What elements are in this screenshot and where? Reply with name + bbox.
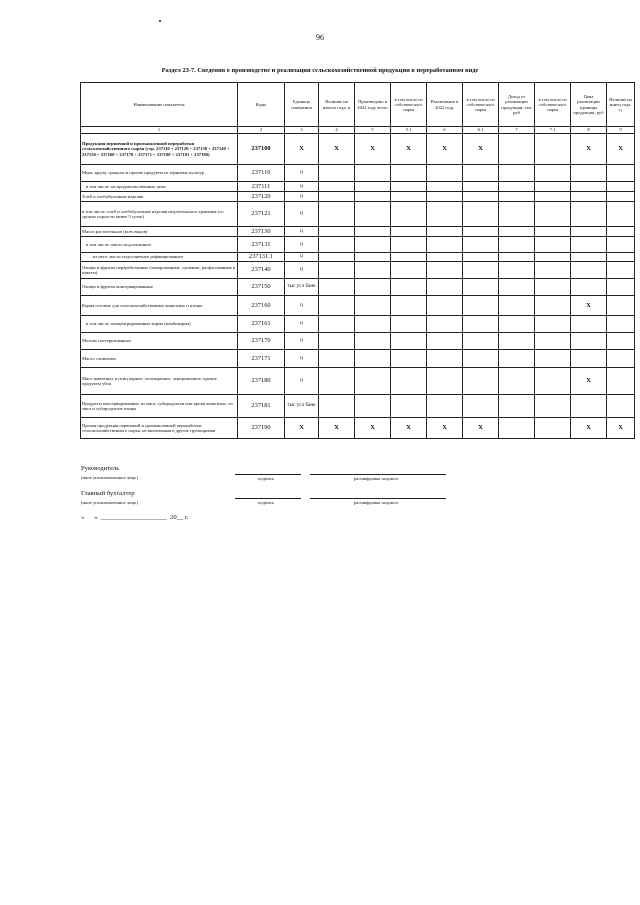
row-name: Прочая продукция первичной и промышленной переработки сельскохозяйственного сырья, не включенная в другие группировки: [81, 418, 238, 439]
sold-own-cell[interactable]: [463, 395, 499, 418]
stock-start-cell[interactable]: [319, 192, 355, 202]
sold-cell[interactable]: [427, 237, 463, 253]
produced-cell[interactable]: [355, 296, 391, 316]
revenue-own-cell[interactable]: [535, 296, 571, 316]
column-number: 3: [285, 127, 319, 134]
table-row: [81, 279, 635, 296]
row-unit: ц: [285, 192, 319, 202]
stock-start-cell[interactable]: [319, 368, 355, 395]
revenue-cell[interactable]: [499, 350, 535, 368]
revenue-own-cell[interactable]: [535, 368, 571, 395]
revenue-own-cell[interactable]: [535, 395, 571, 418]
sold-own-cell[interactable]: X: [463, 418, 499, 439]
produced-own-cell[interactable]: [391, 350, 427, 368]
price-cell[interactable]: [571, 202, 607, 227]
row-code: 237180: [238, 368, 285, 395]
table-row: [81, 237, 635, 253]
table-row: [81, 165, 635, 182]
row-name: Продукты консервированные из мяса, субпродуктов или крови животных, из мяса и субпродуктов птицы: [81, 395, 238, 418]
price-cell[interactable]: [571, 333, 607, 350]
table-row: [81, 418, 635, 439]
price-cell[interactable]: [571, 395, 607, 418]
stock-end-cell[interactable]: [607, 368, 635, 395]
sold-cell[interactable]: [427, 192, 463, 202]
header-name: Наименование показателя: [81, 83, 238, 127]
stock-start-cell[interactable]: [319, 182, 355, 192]
table-row: [81, 350, 635, 368]
row-unit: тыс усл банк: [285, 279, 319, 296]
row-code: 237140: [238, 262, 285, 279]
produced-cell[interactable]: [355, 395, 391, 418]
revenue-own-cell[interactable]: [535, 350, 571, 368]
stock-end-cell[interactable]: [607, 165, 635, 182]
stock-start-cell[interactable]: [319, 395, 355, 418]
revenue-cell[interactable]: [499, 192, 535, 202]
produced-cell[interactable]: [355, 202, 391, 227]
row-code: 237170: [238, 333, 285, 350]
table-row: [81, 134, 635, 165]
column-number: 6: [427, 127, 463, 134]
produced-cell[interactable]: [355, 182, 391, 192]
row-code: 237171: [238, 350, 285, 368]
revenue-cell[interactable]: [499, 227, 535, 237]
sold-cell[interactable]: X: [427, 134, 463, 165]
produced-own-cell[interactable]: [391, 262, 427, 279]
head-sub-label: (иное уполномоченное лицо): [81, 475, 138, 480]
produced-cell[interactable]: [355, 227, 391, 237]
produced-own-cell[interactable]: [391, 296, 427, 316]
produced-own-cell[interactable]: [391, 165, 427, 182]
sold-cell[interactable]: [427, 253, 463, 262]
price-cell[interactable]: [571, 253, 607, 262]
revenue-cell[interactable]: [499, 262, 535, 279]
produced-cell[interactable]: [355, 262, 391, 279]
revenue-own-cell[interactable]: [535, 165, 571, 182]
price-cell[interactable]: [571, 237, 607, 253]
revenue-cell[interactable]: [499, 237, 535, 253]
row-name: Продукция первичной и промышленной переработки сельскохозяйственного сырья (стр. 237110 + 237120 + 237130 + 237140 + 237150 + 237160 + 237170 + 237171 + 237180 + 237181 + 237190): [81, 134, 238, 165]
row-unit: ц: [285, 202, 319, 227]
sold-cell[interactable]: [427, 279, 463, 296]
price-cell[interactable]: X: [571, 418, 607, 439]
page-number: 96: [316, 33, 324, 42]
header-row: [81, 83, 635, 127]
sold-own-cell[interactable]: [463, 368, 499, 395]
produced-own-cell[interactable]: [391, 192, 427, 202]
header-produced: Произведено в 2022 году всего: [355, 83, 391, 127]
stock-start-cell[interactable]: [319, 253, 355, 262]
produced-own-cell[interactable]: [391, 316, 427, 333]
row-name: из него: масло подсолнечное рафинированное: [81, 253, 238, 262]
row-name: Корма готовые для сельскохозяйственных животных и птицы: [81, 296, 238, 316]
row-name: в том числе: концентрированные корма (комбикорма): [81, 316, 238, 333]
sold-own-cell[interactable]: [463, 227, 499, 237]
sold-cell[interactable]: X: [427, 418, 463, 439]
header-stock-end: Наличие на конец года, ц: [607, 83, 635, 127]
revenue-own-cell[interactable]: [535, 418, 571, 439]
column-number: 5: [355, 127, 391, 134]
revenue-own-cell[interactable]: [535, 237, 571, 253]
row-name: Масло растительное (всех видов): [81, 227, 238, 237]
row-code: 237121: [238, 202, 285, 227]
column-number: 8: [571, 127, 607, 134]
sold-cell[interactable]: [427, 350, 463, 368]
stock-start-cell[interactable]: X: [319, 418, 355, 439]
row-name: Молоко пастеризованное: [81, 333, 238, 350]
row-code: 237160: [238, 296, 285, 316]
revenue-cell[interactable]: [499, 296, 535, 316]
revenue-own-cell[interactable]: [535, 182, 571, 192]
sold-cell[interactable]: [427, 316, 463, 333]
produced-cell[interactable]: [355, 316, 391, 333]
sold-cell[interactable]: [427, 395, 463, 418]
produced-own-cell[interactable]: [391, 253, 427, 262]
row-unit: ц: [285, 165, 319, 182]
produced-own-cell[interactable]: [391, 202, 427, 227]
accountant-signature-caption: подпись: [258, 500, 275, 505]
stock-end-cell[interactable]: [607, 350, 635, 368]
column-number-row: [81, 127, 635, 134]
accountant-label: Главный бухгалтер: [81, 490, 135, 497]
produced-own-cell[interactable]: X: [391, 134, 427, 165]
table-row: [81, 333, 635, 350]
row-unit: тыс усл банк: [285, 395, 319, 418]
revenue-own-cell[interactable]: [535, 279, 571, 296]
produced-cell[interactable]: X: [355, 134, 391, 165]
row-unit: ц: [285, 316, 319, 333]
sold-own-cell[interactable]: X: [463, 134, 499, 165]
produced-own-cell[interactable]: [391, 227, 427, 237]
produced-cell[interactable]: X: [355, 418, 391, 439]
revenue-cell[interactable]: [499, 134, 535, 165]
price-cell[interactable]: [571, 227, 607, 237]
stock-start-cell[interactable]: [319, 350, 355, 368]
stock-end-cell[interactable]: [607, 227, 635, 237]
price-cell[interactable]: [571, 316, 607, 333]
row-name: Масло сливочное: [81, 350, 238, 368]
table-row: [81, 253, 635, 262]
sold-own-cell[interactable]: [463, 182, 499, 192]
row-unit: X: [285, 134, 319, 165]
table-row: [81, 316, 635, 333]
row-unit: ц: [285, 333, 319, 350]
revenue-cell[interactable]: [499, 316, 535, 333]
price-cell[interactable]: [571, 182, 607, 192]
head-signature-caption: подпись: [258, 476, 275, 481]
header-price: Цена реализации единицы продукции, руб: [571, 83, 607, 127]
sold-own-cell[interactable]: [463, 192, 499, 202]
table-row: [81, 202, 635, 227]
column-number: 7.1: [535, 127, 571, 134]
row-name: в том числе: хлеб и хлебобулочные изделия недлительного хранения (со сроком годности менее 5 суток): [81, 202, 238, 227]
stock-start-cell[interactable]: [319, 262, 355, 279]
stock-end-cell[interactable]: [607, 192, 635, 202]
accountant-sub-label: (иное уполномоченное лицо): [81, 500, 138, 505]
revenue-own-cell[interactable]: [535, 192, 571, 202]
produced-cell[interactable]: [355, 192, 391, 202]
row-name: Хлеб и хлебобулочные изделия: [81, 192, 238, 202]
stock-end-cell[interactable]: [607, 395, 635, 418]
column-number: 9: [607, 127, 635, 134]
table-row: [81, 182, 635, 192]
header-code: Коды: [238, 83, 285, 127]
row-code: 237100: [238, 134, 285, 165]
row-code: 237131: [238, 237, 285, 253]
produced-own-cell[interactable]: X: [391, 418, 427, 439]
revenue-cell[interactable]: [499, 368, 535, 395]
price-cell[interactable]: X: [571, 296, 607, 316]
sold-own-cell[interactable]: [463, 165, 499, 182]
header-revenue-own: в том числе из собствен-ного сырья: [535, 83, 571, 127]
header-unit: Единица измерения: [285, 83, 319, 127]
revenue-own-cell[interactable]: [535, 227, 571, 237]
column-number: 4: [319, 127, 355, 134]
sold-cell[interactable]: [427, 182, 463, 192]
revenue-own-cell[interactable]: [535, 262, 571, 279]
produced-own-cell[interactable]: [391, 368, 427, 395]
sold-cell[interactable]: [427, 296, 463, 316]
revenue-cell[interactable]: [499, 395, 535, 418]
price-cell[interactable]: X: [571, 134, 607, 165]
sold-own-cell[interactable]: [463, 262, 499, 279]
price-cell[interactable]: [571, 165, 607, 182]
sold-own-cell[interactable]: [463, 202, 499, 227]
sold-cell[interactable]: [427, 368, 463, 395]
sold-own-cell[interactable]: [463, 333, 499, 350]
row-code: 237131.1: [238, 253, 285, 262]
table-row: [81, 192, 635, 202]
stock-start-cell[interactable]: [319, 227, 355, 237]
produced-own-cell[interactable]: [391, 333, 427, 350]
accountant-decode-line: [310, 498, 446, 499]
sold-own-cell[interactable]: [463, 350, 499, 368]
revenue-cell[interactable]: [499, 418, 535, 439]
price-cell[interactable]: [571, 262, 607, 279]
accountant-decode-caption: расшифровка подписи: [354, 500, 398, 505]
revenue-cell[interactable]: [499, 333, 535, 350]
produced-cell[interactable]: [355, 237, 391, 253]
stock-end-cell[interactable]: [607, 316, 635, 333]
sold-cell[interactable]: [427, 262, 463, 279]
stock-start-cell[interactable]: [319, 279, 355, 296]
revenue-own-cell[interactable]: [535, 253, 571, 262]
sold-own-cell[interactable]: [463, 253, 499, 262]
column-number: 5.1: [391, 127, 427, 134]
produced-own-cell[interactable]: [391, 279, 427, 296]
row-code: 237150: [238, 279, 285, 296]
row-code: 237181: [238, 395, 285, 418]
revenue-own-cell[interactable]: [535, 134, 571, 165]
revenue-cell[interactable]: [499, 182, 535, 192]
produced-cell[interactable]: [355, 165, 391, 182]
header-revenue: Доход от реализации продукции, тыс руб: [499, 83, 535, 127]
head-decode-caption: расшифровка подписи: [354, 476, 398, 481]
sold-own-cell[interactable]: [463, 316, 499, 333]
stock-end-cell[interactable]: [607, 279, 635, 296]
revenue-cell[interactable]: [499, 165, 535, 182]
row-code: 237120: [238, 192, 285, 202]
revenue-cell[interactable]: [499, 253, 535, 262]
column-number: 1: [81, 127, 238, 134]
stock-start-cell[interactable]: [319, 237, 355, 253]
stock-end-cell[interactable]: [607, 182, 635, 192]
header-stock-start: Наличие на начало года, ц: [319, 83, 355, 127]
produced-own-cell[interactable]: [391, 395, 427, 418]
sold-own-cell[interactable]: [463, 296, 499, 316]
head-signature-line: [235, 474, 301, 475]
row-unit: ц: [285, 253, 319, 262]
row-unit: ц: [285, 296, 319, 316]
produced-own-cell[interactable]: [391, 182, 427, 192]
price-cell[interactable]: [571, 192, 607, 202]
stock-start-cell[interactable]: [319, 296, 355, 316]
sold-cell[interactable]: [427, 227, 463, 237]
stock-end-cell[interactable]: [607, 237, 635, 253]
produced-cell[interactable]: [355, 333, 391, 350]
row-code: 237161: [238, 316, 285, 333]
stock-start-cell[interactable]: X: [319, 134, 355, 165]
row-name: Овощи и фрукты консервированные: [81, 279, 238, 296]
table-row: [81, 368, 635, 395]
sold-own-cell[interactable]: [463, 237, 499, 253]
stock-start-cell[interactable]: [319, 165, 355, 182]
sold-cell[interactable]: [427, 165, 463, 182]
column-number: 7: [499, 127, 535, 134]
row-code: 237190: [238, 418, 285, 439]
stock-end-cell[interactable]: [607, 296, 635, 316]
table-row: [81, 227, 635, 237]
header-sold: Реализовано в 2022 году: [427, 83, 463, 127]
row-unit: ц: [285, 227, 319, 237]
price-cell[interactable]: [571, 279, 607, 296]
produced-cell[interactable]: [355, 350, 391, 368]
price-cell[interactable]: [571, 350, 607, 368]
head-decode-line: [310, 474, 446, 475]
sold-cell[interactable]: [427, 202, 463, 227]
column-number: 2: [238, 127, 285, 134]
sold-cell[interactable]: [427, 333, 463, 350]
table-row: [81, 395, 635, 418]
scan-speck: [159, 20, 161, 22]
head-label: Руководитель: [81, 465, 120, 472]
stock-end-cell[interactable]: [607, 333, 635, 350]
price-cell[interactable]: X: [571, 368, 607, 395]
row-unit: X: [285, 418, 319, 439]
stock-start-cell[interactable]: [319, 202, 355, 227]
stock-start-cell[interactable]: [319, 333, 355, 350]
stock-end-cell[interactable]: [607, 262, 635, 279]
produced-cell[interactable]: [355, 253, 391, 262]
revenue-cell[interactable]: [499, 202, 535, 227]
stock-end-cell[interactable]: [607, 202, 635, 227]
sold-own-cell[interactable]: [463, 279, 499, 296]
row-name: Мука, крупа, гранулы и прочие продукты из зерновых культур: [81, 165, 238, 182]
row-name: Овощи и фрукты переработанные (замороженные, сушеные, расфасованные в пакеты): [81, 262, 238, 279]
row-code: 237111: [238, 182, 285, 192]
row-name: в том числе: на продовольственные цели: [81, 182, 238, 192]
row-unit: ц: [285, 350, 319, 368]
revenue-own-cell[interactable]: [535, 333, 571, 350]
header-produced-own: в том числе из собствен-ного сырья: [391, 83, 427, 127]
stock-end-cell[interactable]: X: [607, 134, 635, 165]
revenue-own-cell[interactable]: [535, 202, 571, 227]
stock-start-cell[interactable]: [319, 316, 355, 333]
row-code: 237130: [238, 227, 285, 237]
stock-end-cell[interactable]: X: [607, 418, 635, 439]
row-unit: ц: [285, 182, 319, 192]
produced-cell[interactable]: [355, 368, 391, 395]
stock-end-cell[interactable]: [607, 253, 635, 262]
produced-cell[interactable]: [355, 279, 391, 296]
revenue-cell[interactable]: [499, 279, 535, 296]
date-line: « » ____________________ 20__ г.: [81, 514, 189, 521]
row-name: Мясо животных и птиц парное, охлажденное, замороженное, прочие продукты убоя: [81, 368, 238, 395]
row-unit: ц: [285, 368, 319, 395]
row-unit: ц: [285, 262, 319, 279]
row-code: 237110: [238, 165, 285, 182]
accountant-signature-line: [235, 498, 301, 499]
production-table: [80, 82, 635, 439]
table-row: [81, 262, 635, 279]
section-title: Раздел 23-7. Сведения о производстве и реализации сельскохозяйственной продукции в переработанном виде: [161, 67, 479, 74]
row-name: в том числе: масло подсолнечное: [81, 237, 238, 253]
produced-own-cell[interactable]: [391, 237, 427, 253]
revenue-own-cell[interactable]: [535, 316, 571, 333]
row-unit: ц: [285, 237, 319, 253]
column-number: 6.1: [463, 127, 499, 134]
table-row: [81, 296, 635, 316]
header-sold-own: в том числе из собствен-ного сырья: [463, 83, 499, 127]
